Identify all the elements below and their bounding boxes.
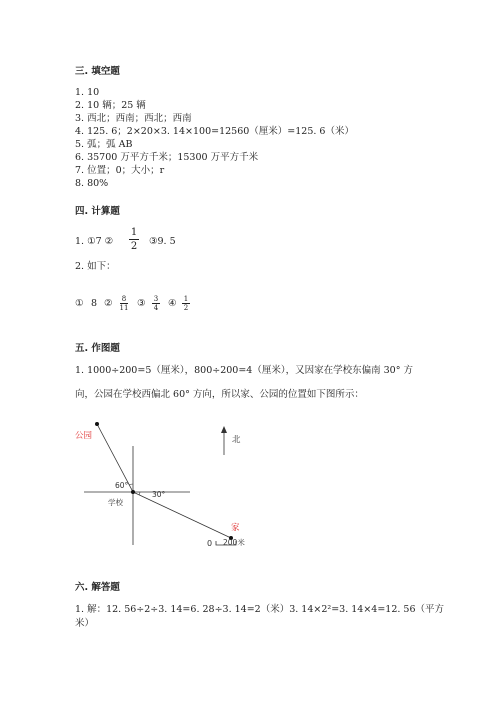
result-mark: ④ [168, 298, 177, 309]
fraction-denominator: 4 [153, 304, 159, 312]
fraction-denominator: 2 [130, 241, 138, 252]
fraction-denominator: 2 [183, 304, 189, 312]
angle-60-label: 60° [115, 481, 129, 490]
school-home-line [133, 492, 231, 538]
north-arrow-head [221, 426, 227, 433]
angle-30-label: 30° [152, 490, 166, 499]
answer-line: 4. 125. 6；2×20×3. 14×100=12560（厘米）=125. 6（米） [75, 126, 354, 137]
park-point [95, 422, 99, 426]
result-mark: ① [75, 298, 84, 309]
calc-q1-suffix: ③9. 5 [149, 236, 176, 247]
section-heading-fill-blank: 三. 填空题 [75, 66, 120, 77]
fraction-numerator: 8 [121, 295, 127, 303]
north-label: 北 [232, 435, 241, 445]
school-label: 学校 [108, 498, 123, 507]
scale-label: 200米 [223, 538, 245, 547]
fraction-numerator: 1 [183, 295, 189, 303]
drawing-explanation-line1: 1. 1000÷200=5（厘米），800÷200=4（厘米），又因家在学校东偏南 30° 方 [75, 365, 413, 376]
fraction-numerator: 3 [153, 295, 159, 303]
result-mark: ② [104, 298, 113, 309]
drawing-explanation-line2: 向，公园在学校西偏北 60° 方向，所以家、公园的位置如下图所示： [75, 389, 364, 400]
answer-line: 8. 80% [75, 178, 109, 189]
scale-zero-label: 0 [207, 539, 213, 548]
answer-line: 7. 位置；0；大小；r [75, 165, 165, 176]
answer-line: 2. 10 辆；25 辆 [75, 100, 146, 111]
school-point [131, 490, 135, 494]
solution-line1: 1. 解：12. 56÷2÷3. 14=6. 28÷3. 14=2（米）3. 14×2²=3. 14×4=12. 56（平方 [75, 604, 445, 615]
answer-line: 5. 弧；弧 AB [75, 139, 133, 150]
answer-line: 1. 10 [75, 87, 100, 98]
section-heading-calculation: 四. 计算题 [75, 206, 120, 217]
home-label: 家 [231, 523, 240, 533]
result-mark: ③ [137, 298, 146, 309]
answer-line: 6. 35700 万平方千米；15300 万平方千米 [75, 152, 259, 163]
calc-q1-prefix: 1. ①7 ② [75, 236, 114, 247]
section-heading-drawing: 五. 作图题 [75, 343, 120, 354]
fraction-denominator: 11 [119, 304, 129, 312]
park-label: 公园 [75, 431, 93, 441]
section-heading-solution: 六. 解答题 [75, 582, 120, 593]
fraction-numerator: 1 [130, 227, 138, 238]
result-value: 8 [91, 298, 98, 309]
answer-line: 3. 西北；西南；西北；西南 [75, 113, 192, 124]
calc-q2: 2. 如下： [75, 261, 116, 272]
solution-line2: 米） [75, 618, 95, 629]
